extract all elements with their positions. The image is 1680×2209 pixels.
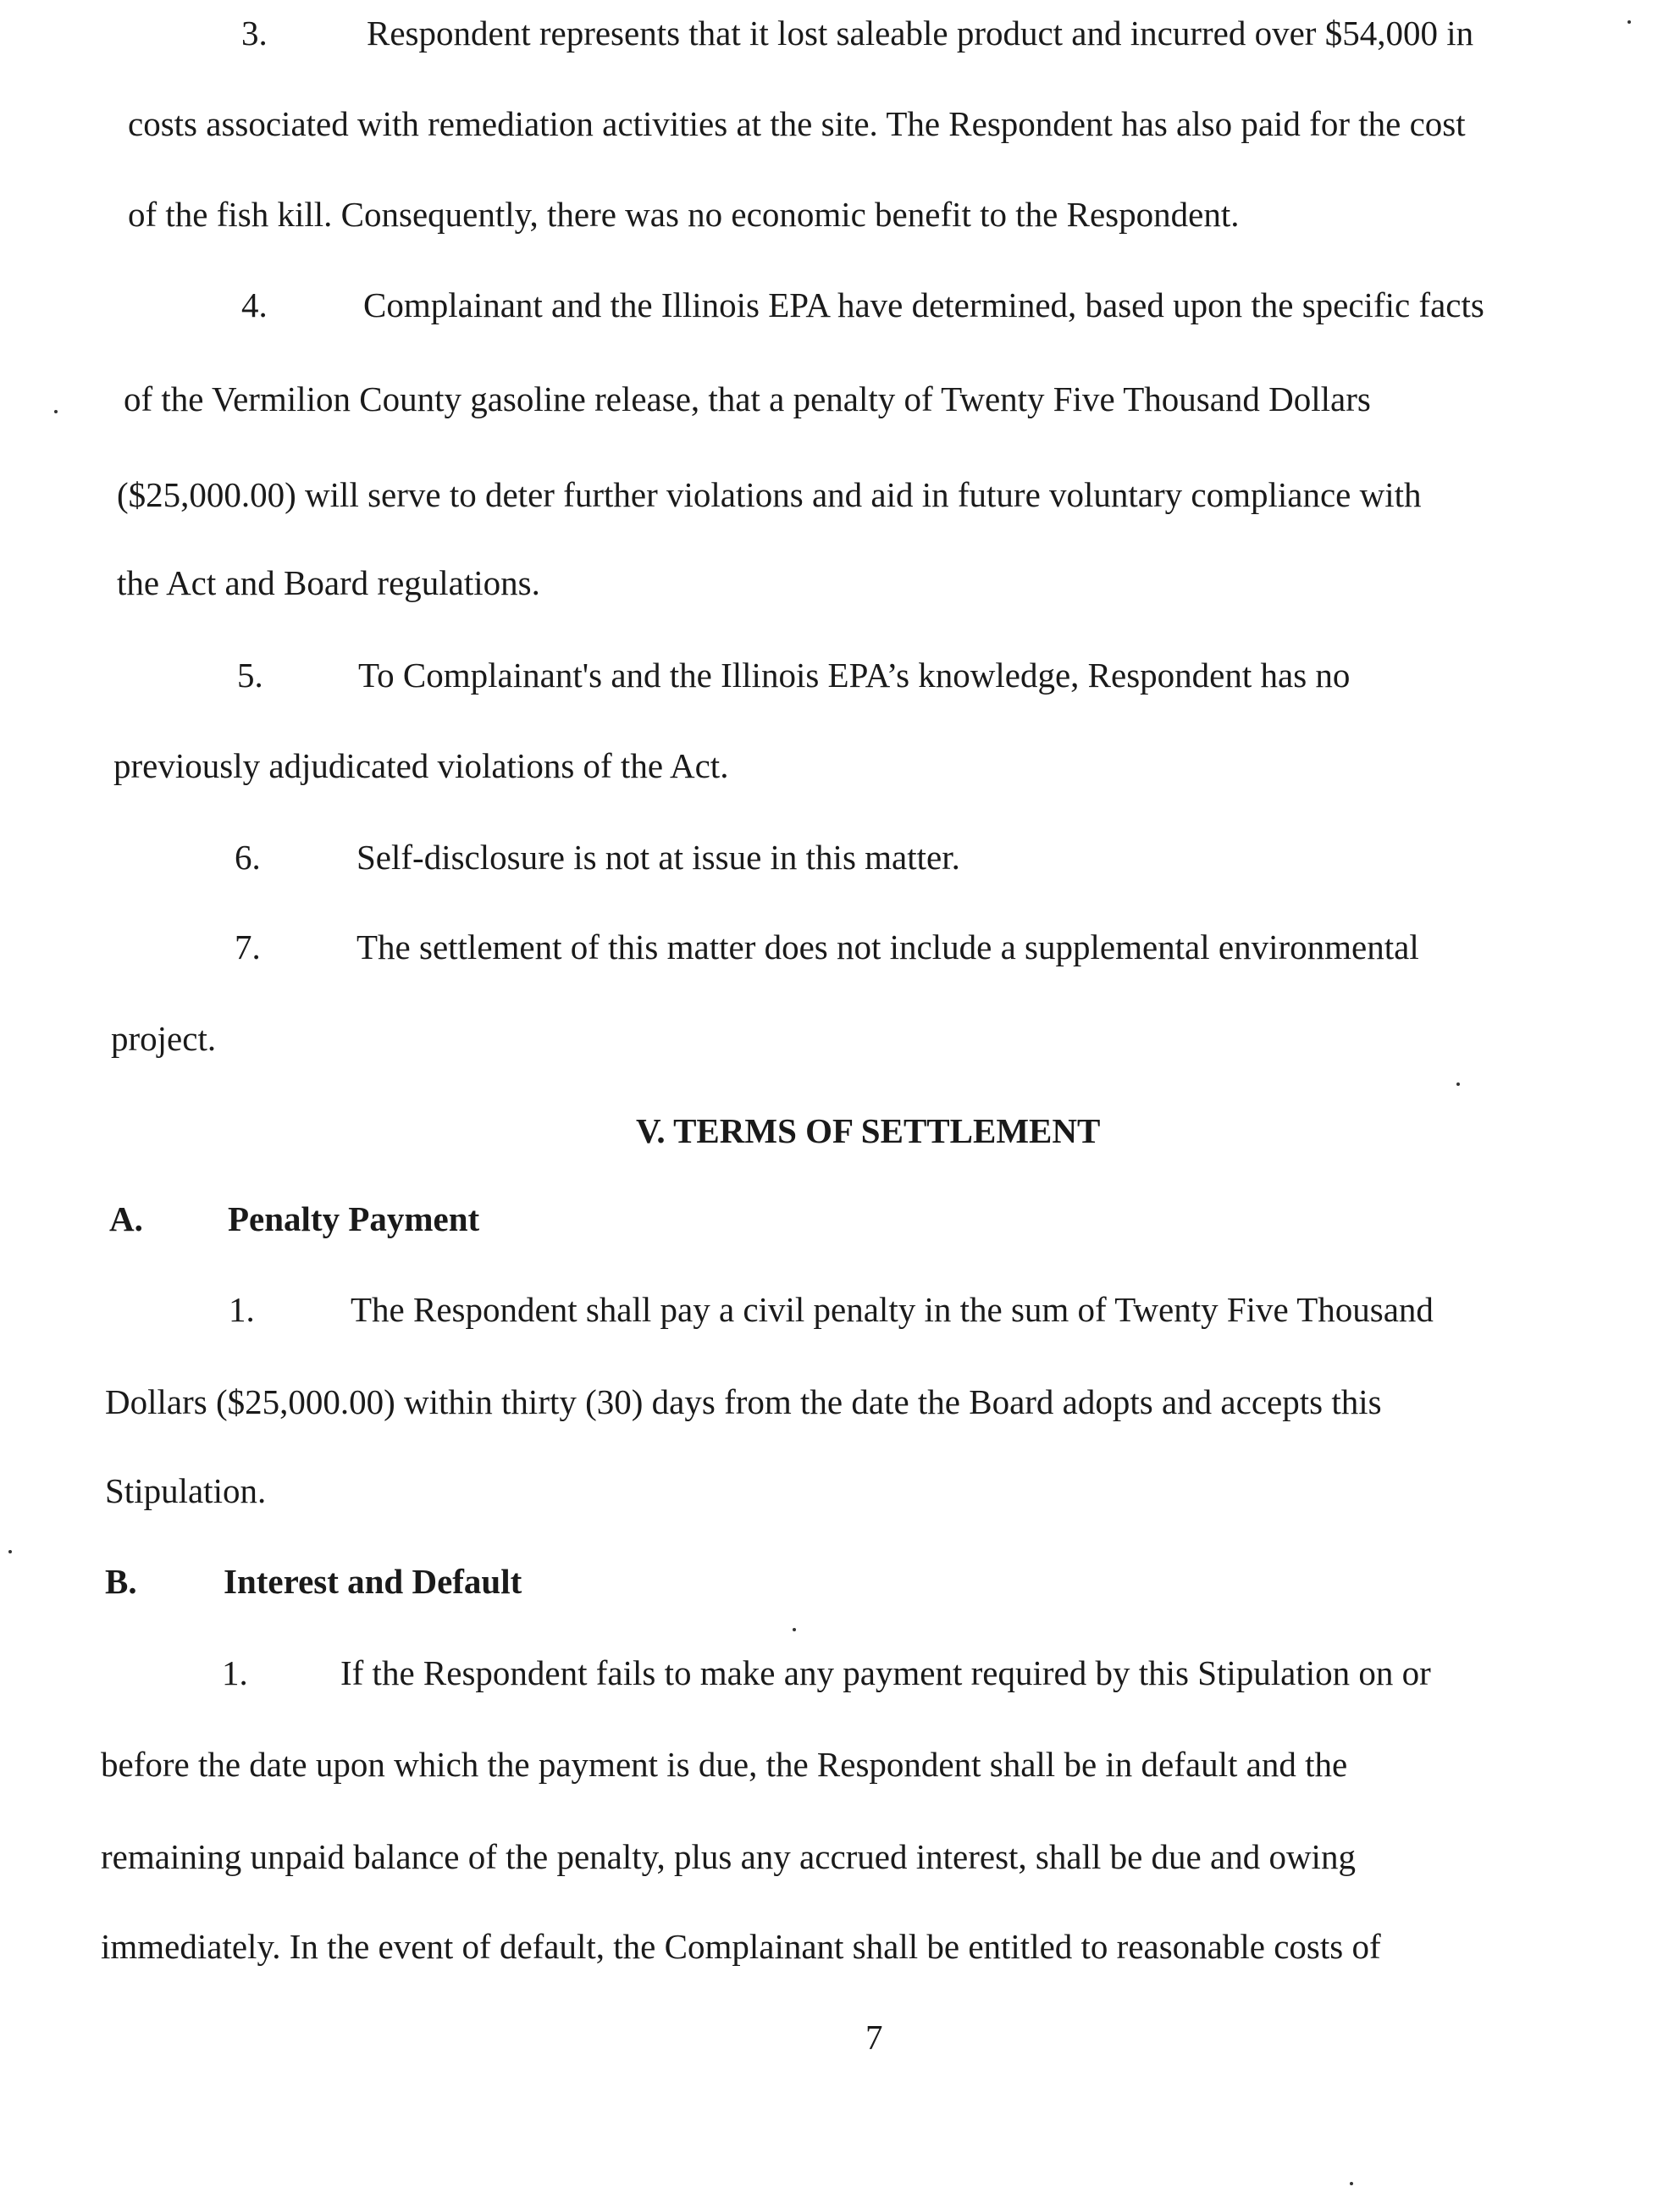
subsection-a-line-1: The Respondent shall pay a civil penalty in the sum of Twenty Five Thousand <box>351 1290 1434 1329</box>
paragraph-5-line-2: previously adjudicated violations of the Act. <box>113 746 729 785</box>
paragraph-3-line-2: costs associated with remediation activities at the site. The Respondent has also paid for the cost <box>128 104 1466 143</box>
subsection-a-line-2: Dollars ($25,000.00) within thirty (30) days from the date the Board adopts and accepts this <box>105 1382 1382 1421</box>
subsection-b-item-number: 1. <box>222 1653 248 1692</box>
paragraph-4-line-3: ($25,000.00) will serve to deter further violations and aid in future voluntary compliance with <box>117 475 1422 514</box>
paragraph-3-line-3: of the fish kill. Consequently, there was no economic benefit to the Respondent. <box>128 195 1240 234</box>
paragraph-3-line-1: Respondent represents that it lost saleable product and incurred over $54,000 in <box>367 14 1474 53</box>
scan-speck <box>1628 20 1631 24</box>
scan-speck <box>793 1628 796 1631</box>
subsection-b-letter: B. <box>105 1562 137 1601</box>
paragraph-5-number: 5. <box>237 656 263 695</box>
scan-speck <box>1350 2182 1353 2185</box>
paragraph-4-number: 4. <box>241 285 268 324</box>
section-heading: V. TERMS OF SETTLEMENT <box>636 1111 1101 1150</box>
paragraph-5-line-1: To Complainant's and the Illinois EPA’s knowledge, Respondent has no <box>358 656 1351 695</box>
page-number: 7 <box>865 2018 883 2057</box>
scan-speck <box>8 1550 12 1553</box>
subsection-a-title: Penalty Payment <box>228 1199 480 1238</box>
paragraph-7-line-2: project. <box>111 1019 217 1058</box>
paragraph-4-line-2: of the Vermilion County gasoline release, that a penalty of Twenty Five Thousand Dollars <box>124 379 1371 418</box>
paragraph-7-number: 7. <box>235 927 261 966</box>
paragraph-6-number: 6. <box>235 838 261 877</box>
subsection-a-item-number: 1. <box>229 1290 255 1329</box>
subsection-b-line-4: immediately. In the event of default, the Complainant shall be entitled to reasonable costs of <box>101 1927 1381 1966</box>
subsection-b-title: Interest and Default <box>224 1562 522 1601</box>
scan-speck <box>1456 1082 1460 1086</box>
paragraph-7-line-1: The settlement of this matter does not include a supplemental environmental <box>356 927 1419 966</box>
subsection-b-line-3: remaining unpaid balance of the penalty, plus any accrued interest, shall be due and owing <box>101 1837 1356 1876</box>
subsection-b-line-2: before the date upon which the payment is due, the Respondent shall be in default and the <box>101 1745 1348 1784</box>
subsection-b-line-1: If the Respondent fails to make any payment required by this Stipulation on or <box>340 1653 1431 1692</box>
paragraph-3-number: 3. <box>241 14 268 53</box>
paragraph-4-line-4: the Act and Board regulations. <box>117 563 540 602</box>
paragraph-4-line-1: Complainant and the Illinois EPA have determined, based upon the specific facts <box>363 285 1484 324</box>
subsection-a-line-3: Stipulation. <box>105 1471 267 1510</box>
paragraph-6-line-1: Self-disclosure is not at issue in this matter. <box>356 838 960 877</box>
scan-speck <box>54 410 58 413</box>
subsection-a-letter: A. <box>109 1199 143 1238</box>
